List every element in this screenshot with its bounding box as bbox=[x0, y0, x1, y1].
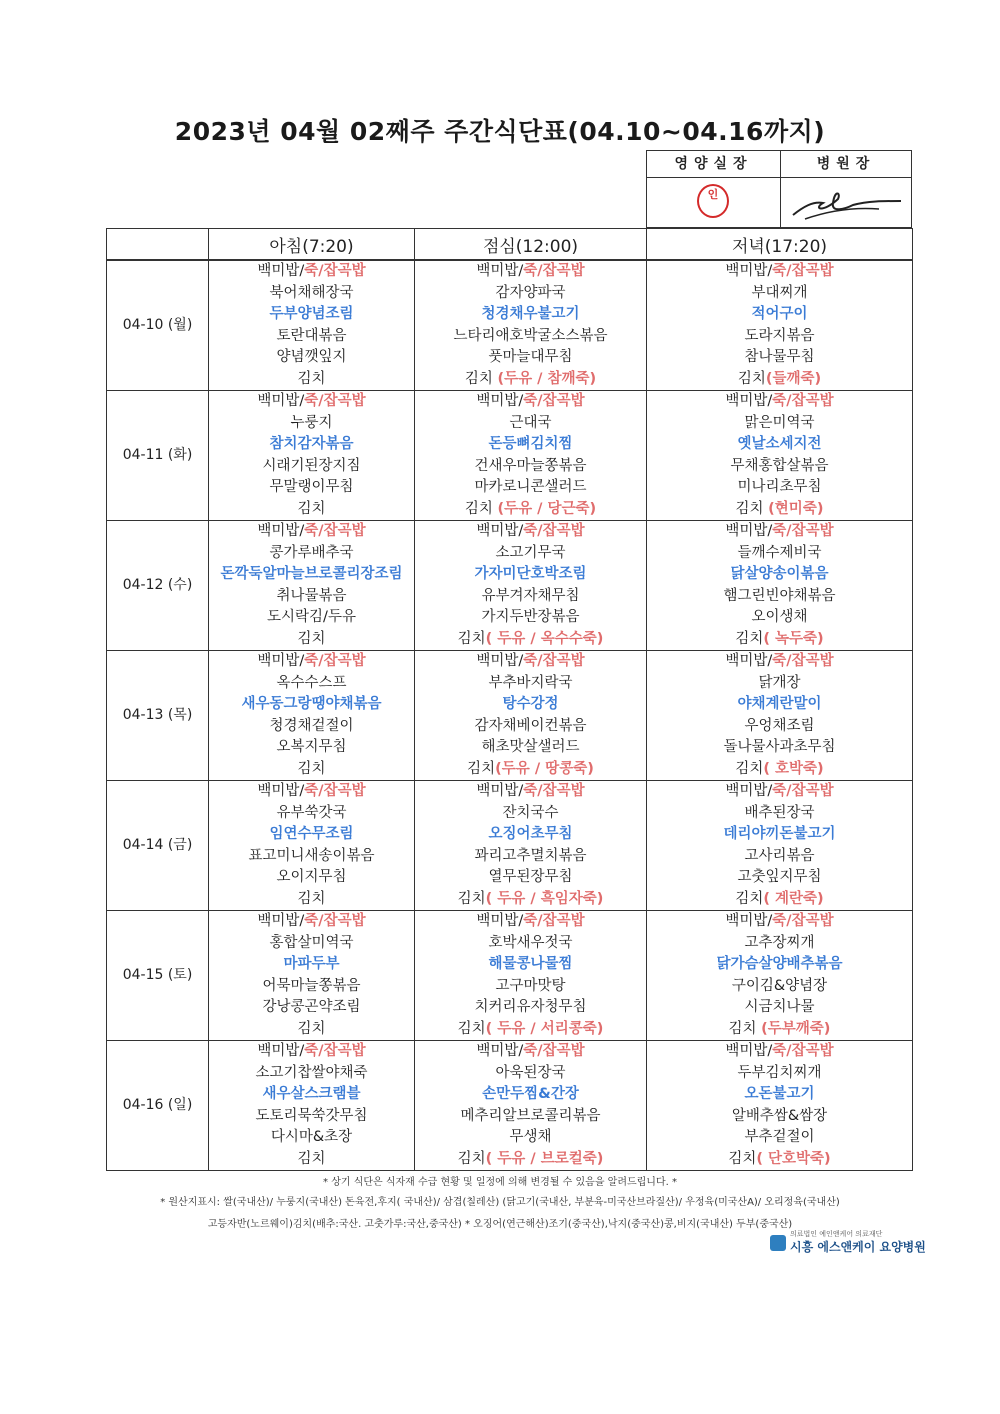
dinner-item: 닭가슴살양배추볶음 bbox=[647, 954, 913, 976]
menu-row bbox=[107, 477, 913, 499]
lunch-item-option: 죽/잡곡밥 bbox=[523, 653, 585, 669]
lunch-item-option: 죽/잡곡밥 bbox=[523, 523, 585, 539]
breakfast-item bbox=[209, 781, 415, 803]
dinner-item-base: 김치 bbox=[735, 760, 764, 777]
dinner-item-option: (두부깨죽) bbox=[761, 1020, 831, 1037]
dinner-item bbox=[647, 911, 913, 933]
dinner-item bbox=[647, 759, 913, 781]
lunch-item bbox=[415, 629, 647, 651]
menu-row bbox=[107, 759, 913, 781]
dinner-item bbox=[647, 651, 913, 673]
dinner-item-base: 김치 bbox=[728, 1020, 762, 1037]
dinner-item bbox=[647, 391, 913, 413]
origin-notice-line2: 고등자반(노르웨이)김치(배추:국산. 고춧가루:국산,중국산) * 오징어(연근해산)조기(중국산),낙지(중국산)콩,비지(국내산) 두부(중국산) bbox=[207, 1219, 793, 1230]
menu-row bbox=[107, 673, 913, 695]
lunch-item bbox=[415, 781, 647, 803]
lunch-item-option: ( 두유 / 브로컬죽) bbox=[485, 1150, 604, 1167]
lunch-item: 청경채우불고기 bbox=[415, 304, 647, 326]
menu-row bbox=[107, 976, 913, 998]
day-date: 04-12 (수) bbox=[107, 521, 209, 651]
breakfast-item: 새우살스크램블 bbox=[209, 1084, 415, 1106]
breakfast-item bbox=[209, 260, 415, 283]
menu-row bbox=[107, 586, 913, 608]
dinner-item: 옛날소세지전 bbox=[647, 434, 913, 456]
approval-label-nutrition-chief: 영양실장 bbox=[647, 151, 781, 178]
menu-row bbox=[107, 1084, 913, 1106]
breakfast-item-option: 죽/잡곡밥 bbox=[304, 393, 366, 409]
dinner-item: 적어구이 bbox=[647, 304, 913, 326]
breakfast-item: 마파두부 bbox=[209, 954, 415, 976]
breakfast-item-option: 죽/잡곡밥 bbox=[304, 783, 366, 799]
breakfast-item: 오복지무침 bbox=[209, 737, 415, 759]
breakfast-item: 김치 bbox=[209, 629, 415, 651]
dinner-item bbox=[647, 889, 913, 911]
dinner-item bbox=[647, 1149, 913, 1171]
lunch-item bbox=[415, 1149, 647, 1171]
breakfast-item: 양념깻잎지 bbox=[209, 347, 415, 369]
lunch-item-base: 김치 bbox=[464, 370, 498, 387]
dinner-item: 참나물무침 bbox=[647, 347, 913, 369]
breakfast-item-base: 백미밥/ bbox=[257, 913, 305, 929]
lunch-item-base: 백미밥/ bbox=[476, 653, 524, 669]
breakfast-item-base: 백미밥/ bbox=[257, 263, 305, 279]
lunch-item-base: 백미밥/ bbox=[476, 783, 524, 799]
breakfast-item: 새우동그랑땡야채볶음 bbox=[209, 694, 415, 716]
menu-row bbox=[107, 1127, 913, 1149]
breakfast-item bbox=[209, 391, 415, 413]
menu-row bbox=[107, 369, 913, 391]
lunch-item: 느타리애호박굴소스볶음 bbox=[415, 326, 647, 348]
breakfast-item: 도시락김/두유 bbox=[209, 607, 415, 629]
menu-row bbox=[107, 1106, 913, 1128]
dinner-item-option: 죽/잡곡밥 bbox=[772, 393, 834, 409]
lunch-item-base: 백미밥/ bbox=[476, 913, 524, 929]
dinner-item: 두부김치찌개 bbox=[647, 1063, 913, 1085]
lunch-item-option: ( 두유 / 서리콩죽) bbox=[485, 1020, 604, 1037]
lunch-item-base: 김치 bbox=[464, 500, 498, 517]
dinner-item-option: (현미죽) bbox=[768, 500, 824, 517]
breakfast-item: 토란대볶음 bbox=[209, 326, 415, 348]
lunch-item: 소고기무국 bbox=[415, 543, 647, 565]
breakfast-item: 유부쑥갓국 bbox=[209, 803, 415, 825]
lunch-item-base: 김치 bbox=[457, 890, 486, 907]
approval-label-director: 병원장 bbox=[781, 151, 911, 178]
lunch-item-base: 김치 bbox=[457, 630, 486, 647]
dinner-item-base: 백미밥/ bbox=[725, 783, 773, 799]
lunch-item-base: 김치 bbox=[457, 1020, 486, 1037]
menu-row bbox=[107, 824, 913, 846]
header-breakfast: 아침(7:20) bbox=[209, 229, 415, 261]
menu-row bbox=[107, 564, 913, 586]
dinner-item-base: 백미밥/ bbox=[725, 263, 773, 279]
dinner-item: 닭개장 bbox=[647, 673, 913, 695]
dinner-item bbox=[647, 1041, 913, 1063]
dinner-item bbox=[647, 1019, 913, 1041]
menu-row bbox=[107, 737, 913, 759]
dinner-item: 구이김&양념장 bbox=[647, 976, 913, 998]
hospital-logo-subtitle: 의료법인 예인앤케어 의료재단 bbox=[790, 1230, 883, 1238]
menu-row bbox=[107, 283, 913, 305]
breakfast-item: 임연수무조림 bbox=[209, 824, 415, 846]
lunch-item: 고구마맛탕 bbox=[415, 976, 647, 998]
breakfast-item: 누룽지 bbox=[209, 413, 415, 435]
menu-row bbox=[107, 413, 913, 435]
breakfast-item: 홍합살미역국 bbox=[209, 933, 415, 955]
lunch-item: 감자양파국 bbox=[415, 283, 647, 305]
breakfast-item: 표고미니새송이볶음 bbox=[209, 846, 415, 868]
menu-row bbox=[107, 997, 913, 1019]
menu-row bbox=[107, 1149, 913, 1171]
menu-row bbox=[107, 803, 913, 825]
lunch-item: 아욱된장국 bbox=[415, 1063, 647, 1085]
day-date: 04-14 (금) bbox=[107, 781, 209, 911]
red-seal-stamp: 인 bbox=[697, 184, 729, 218]
dinner-item-base: 백미밥/ bbox=[725, 653, 773, 669]
lunch-item: 메추리알브로콜리볶음 bbox=[415, 1106, 647, 1128]
breakfast-item: 김치 bbox=[209, 889, 415, 911]
breakfast-item bbox=[209, 651, 415, 673]
breakfast-item-option: 죽/잡곡밥 bbox=[304, 913, 366, 929]
menu-row bbox=[107, 499, 913, 521]
dinner-item: 부대찌개 bbox=[647, 283, 913, 305]
lunch-item-base: 김치 bbox=[457, 1150, 486, 1167]
lunch-item-option: ( 두유 / 옥수수죽) bbox=[485, 630, 604, 647]
menu-row bbox=[107, 304, 913, 326]
breakfast-item: 무말랭이무침 bbox=[209, 477, 415, 499]
dinner-item bbox=[647, 499, 913, 521]
breakfast-item: 소고기찹쌀야채죽 bbox=[209, 1063, 415, 1085]
breakfast-item-base: 백미밥/ bbox=[257, 653, 305, 669]
breakfast-item: 북어채해장국 bbox=[209, 283, 415, 305]
breakfast-item-base: 백미밥/ bbox=[257, 523, 305, 539]
lunch-item: 탕수강정 bbox=[415, 694, 647, 716]
dinner-item-option: 죽/잡곡밥 bbox=[772, 523, 834, 539]
breakfast-item-option: 죽/잡곡밥 bbox=[304, 653, 366, 669]
breakfast-item: 두부양념조림 bbox=[209, 304, 415, 326]
menu-row bbox=[107, 260, 913, 283]
dinner-item-base: 백미밥/ bbox=[725, 1043, 773, 1059]
signature-mark bbox=[783, 179, 911, 227]
dinner-item: 고추장찌개 bbox=[647, 933, 913, 955]
dinner-item: 고사리볶음 bbox=[647, 846, 913, 868]
origin-notice-line1: * 원산지표시: 쌀(국내산)/ 누룽지(국내산) 돈육전,후지( 국내산)/ 삼겹(칠레산) (닭고기(국내산, 부분육-미국산브라질산)/ 우정육(미국산A)/ 오리정육(국내산) bbox=[160, 1197, 840, 1208]
lunch-item: 오징어초무침 bbox=[415, 824, 647, 846]
dinner-item: 알배추쌈&쌈장 bbox=[647, 1106, 913, 1128]
hospital-logo-icon bbox=[770, 1235, 786, 1251]
breakfast-item-option: 죽/잡곡밥 bbox=[304, 1043, 366, 1059]
menu-row bbox=[107, 629, 913, 651]
lunch-item bbox=[415, 369, 647, 391]
lunch-item: 치커리유자청무침 bbox=[415, 997, 647, 1019]
menu-row bbox=[107, 543, 913, 565]
lunch-item-option: 죽/잡곡밥 bbox=[523, 1043, 585, 1059]
menu-row bbox=[107, 607, 913, 629]
dinner-item: 도라지볶음 bbox=[647, 326, 913, 348]
lunch-item: 잔치국수 bbox=[415, 803, 647, 825]
lunch-item: 해초맛살샐러드 bbox=[415, 737, 647, 759]
dinner-item-option: 죽/잡곡밥 bbox=[772, 263, 834, 279]
lunch-item bbox=[415, 651, 647, 673]
breakfast-item-option: 죽/잡곡밥 bbox=[304, 263, 366, 279]
lunch-item: 부추바지락국 bbox=[415, 673, 647, 695]
lunch-item-option: (두유 / 땅콩죽) bbox=[495, 760, 594, 777]
dinner-item: 햄그린빈야채볶음 bbox=[647, 586, 913, 608]
dinner-item-option: 죽/잡곡밥 bbox=[772, 913, 834, 929]
lunch-item: 유부겨자채무침 bbox=[415, 586, 647, 608]
hospital-logo-name: 시흥 에스앤케이 요양병원 bbox=[790, 1240, 926, 1254]
lunch-item-base: 백미밥/ bbox=[476, 1043, 524, 1059]
dinner-item bbox=[647, 260, 913, 283]
menu-row bbox=[107, 1019, 913, 1041]
dinner-item: 오이생채 bbox=[647, 607, 913, 629]
breakfast-item bbox=[209, 911, 415, 933]
dinner-item: 고춧잎지무침 bbox=[647, 867, 913, 889]
dinner-item-base: 김치 bbox=[728, 1150, 757, 1167]
menu-row bbox=[107, 456, 913, 478]
lunch-item bbox=[415, 759, 647, 781]
breakfast-item: 김치 bbox=[209, 369, 415, 391]
menu-row bbox=[107, 781, 913, 803]
menu-row bbox=[107, 1041, 913, 1063]
lunch-item bbox=[415, 889, 647, 911]
dinner-item-option: 죽/잡곡밥 bbox=[772, 783, 834, 799]
lunch-item: 돈등뼈김치찜 bbox=[415, 434, 647, 456]
lunch-item: 호박새우젓국 bbox=[415, 933, 647, 955]
dinner-item-option: (들깨죽) bbox=[765, 370, 822, 387]
breakfast-item: 시래기된장지짐 bbox=[209, 456, 415, 478]
breakfast-item bbox=[209, 521, 415, 543]
dinner-item bbox=[647, 781, 913, 803]
lunch-item bbox=[415, 260, 647, 283]
dinner-item-base: 김치 bbox=[735, 500, 769, 517]
menu-row bbox=[107, 1063, 913, 1085]
menu-row bbox=[107, 391, 913, 413]
dinner-item: 시금치나물 bbox=[647, 997, 913, 1019]
lunch-item: 감자채베이컨볶음 bbox=[415, 716, 647, 738]
menu-row bbox=[107, 651, 913, 673]
day-date: 04-15 (토) bbox=[107, 911, 209, 1041]
dinner-item-base: 김치 bbox=[735, 890, 764, 907]
dinner-item-base: 김치 bbox=[737, 370, 766, 387]
menu-row bbox=[107, 846, 913, 868]
breakfast-item bbox=[209, 1041, 415, 1063]
lunch-item bbox=[415, 911, 647, 933]
lunch-item bbox=[415, 391, 647, 413]
dinner-item: 돌나물사과초무침 bbox=[647, 737, 913, 759]
dinner-item-option: ( 호박죽) bbox=[763, 760, 824, 777]
lunch-item-option: ( 두유 / 흑임자죽) bbox=[485, 890, 604, 907]
dinner-item-option: ( 계란죽) bbox=[763, 890, 824, 907]
dinner-item: 부추겉절이 bbox=[647, 1127, 913, 1149]
lunch-item bbox=[415, 499, 647, 521]
breakfast-item: 돈깍둑알마늘브로콜리장조림 bbox=[209, 564, 415, 586]
breakfast-item: 김치 bbox=[209, 499, 415, 521]
lunch-item-base: 백미밥/ bbox=[476, 393, 524, 409]
menu-row bbox=[107, 694, 913, 716]
hospital-logo bbox=[770, 1230, 926, 1254]
dinner-item-base: 백미밥/ bbox=[725, 913, 773, 929]
breakfast-item: 취나물볶음 bbox=[209, 586, 415, 608]
dinner-item: 우엉채조림 bbox=[647, 716, 913, 738]
breakfast-item: 콩가루배추국 bbox=[209, 543, 415, 565]
lunch-item bbox=[415, 1019, 647, 1041]
lunch-item-option: 죽/잡곡밥 bbox=[523, 783, 585, 799]
breakfast-item: 다시마&초장 bbox=[209, 1127, 415, 1149]
day-date: 04-13 (목) bbox=[107, 651, 209, 781]
breakfast-item: 청경채겉절이 bbox=[209, 716, 415, 738]
lunch-item-option: (두유 / 당근죽) bbox=[497, 500, 597, 517]
lunch-item-option: 죽/잡곡밥 bbox=[523, 393, 585, 409]
menu-row bbox=[107, 434, 913, 456]
menu-row bbox=[107, 716, 913, 738]
lunch-item-option: 죽/잡곡밥 bbox=[523, 913, 585, 929]
dinner-item-option: ( 녹두죽) bbox=[763, 630, 824, 647]
breakfast-item: 김치 bbox=[209, 759, 415, 781]
approval-box bbox=[646, 150, 912, 228]
menu-row bbox=[107, 911, 913, 933]
menu-row bbox=[107, 889, 913, 911]
lunch-item: 근대국 bbox=[415, 413, 647, 435]
dinner-item-option: 죽/잡곡밥 bbox=[772, 653, 834, 669]
lunch-item-option: (두유 / 참깨죽) bbox=[497, 370, 597, 387]
header-dinner: 저녁(17:20) bbox=[647, 229, 913, 261]
lunch-item bbox=[415, 1041, 647, 1063]
page-title: 2023년 04월 02째주 주간식단표(04.10~04.16까지) bbox=[174, 117, 826, 146]
header-lunch: 점심(12:00) bbox=[415, 229, 647, 261]
dinner-item: 오돈불고기 bbox=[647, 1084, 913, 1106]
dinner-item bbox=[647, 369, 913, 391]
menu-row bbox=[107, 521, 913, 543]
breakfast-item: 도토리묵쑥갓무침 bbox=[209, 1106, 415, 1128]
breakfast-item-base: 백미밥/ bbox=[257, 783, 305, 799]
lunch-item-base: 백미밥/ bbox=[476, 263, 524, 279]
breakfast-item-base: 백미밥/ bbox=[257, 1043, 305, 1059]
lunch-item: 꽈리고추멸치볶음 bbox=[415, 846, 647, 868]
lunch-item bbox=[415, 521, 647, 543]
lunch-item: 가지두반장볶음 bbox=[415, 607, 647, 629]
lunch-item: 손만두찜&간장 bbox=[415, 1084, 647, 1106]
dinner-item: 야채계란말이 bbox=[647, 694, 913, 716]
lunch-item: 가자미단호박조림 bbox=[415, 564, 647, 586]
breakfast-item: 옥수수스프 bbox=[209, 673, 415, 695]
dinner-item: 배추된장국 bbox=[647, 803, 913, 825]
dinner-item bbox=[647, 629, 913, 651]
menu-row bbox=[107, 326, 913, 348]
header-date bbox=[107, 229, 209, 261]
menu-row bbox=[107, 933, 913, 955]
menu-row bbox=[107, 867, 913, 889]
dinner-item-base: 백미밥/ bbox=[725, 523, 773, 539]
lunch-item: 건새우마늘쫑볶음 bbox=[415, 456, 647, 478]
day-date: 04-11 (화) bbox=[107, 391, 209, 521]
dinner-item: 데리야끼돈불고기 bbox=[647, 824, 913, 846]
lunch-item: 마카로니콘샐러드 bbox=[415, 477, 647, 499]
breakfast-item-option: 죽/잡곡밥 bbox=[304, 523, 366, 539]
lunch-item-base: 백미밥/ bbox=[476, 523, 524, 539]
dinner-item-base: 김치 bbox=[735, 630, 764, 647]
dinner-item-option: 죽/잡곡밥 bbox=[772, 1043, 834, 1059]
breakfast-item-base: 백미밥/ bbox=[257, 393, 305, 409]
dinner-item bbox=[647, 521, 913, 543]
breakfast-item: 강낭콩곤약조림 bbox=[209, 997, 415, 1019]
dinner-item-option: ( 단호박죽) bbox=[756, 1150, 831, 1167]
dinner-item: 닭살양송이볶음 bbox=[647, 564, 913, 586]
menu-row bbox=[107, 954, 913, 976]
day-date: 04-16 (일) bbox=[107, 1041, 209, 1171]
dinner-item: 맑은미역국 bbox=[647, 413, 913, 435]
dinner-item-base: 백미밥/ bbox=[725, 393, 773, 409]
lunch-item: 풋마늘대무침 bbox=[415, 347, 647, 369]
change-notice: * 상기 식단은 식자재 수급 현황 및 일정에 의해 변경될 수 있음을 알려드립니다. * bbox=[323, 1177, 677, 1188]
header-row bbox=[107, 229, 913, 261]
dinner-item: 미나리초무침 bbox=[647, 477, 913, 499]
seal-cell bbox=[647, 178, 781, 227]
day-date: 04-10 (월) bbox=[107, 260, 209, 391]
lunch-item-base: 김치 bbox=[467, 760, 496, 777]
breakfast-item: 어묵마늘쫑볶음 bbox=[209, 976, 415, 998]
lunch-item: 무생채 bbox=[415, 1127, 647, 1149]
menu-body bbox=[107, 260, 913, 1171]
weekly-menu-table bbox=[106, 228, 913, 1171]
dinner-item: 들깨수제비국 bbox=[647, 543, 913, 565]
breakfast-item: 오이지무침 bbox=[209, 867, 415, 889]
lunch-item: 열무된장무침 bbox=[415, 867, 647, 889]
breakfast-item: 김치 bbox=[209, 1149, 415, 1171]
menu-row bbox=[107, 347, 913, 369]
lunch-item: 해물콩나물찜 bbox=[415, 954, 647, 976]
dinner-item: 무채홍합살볶음 bbox=[647, 456, 913, 478]
breakfast-item: 참치감자볶음 bbox=[209, 434, 415, 456]
lunch-item-option: 죽/잡곡밥 bbox=[523, 263, 585, 279]
breakfast-item: 김치 bbox=[209, 1019, 415, 1041]
